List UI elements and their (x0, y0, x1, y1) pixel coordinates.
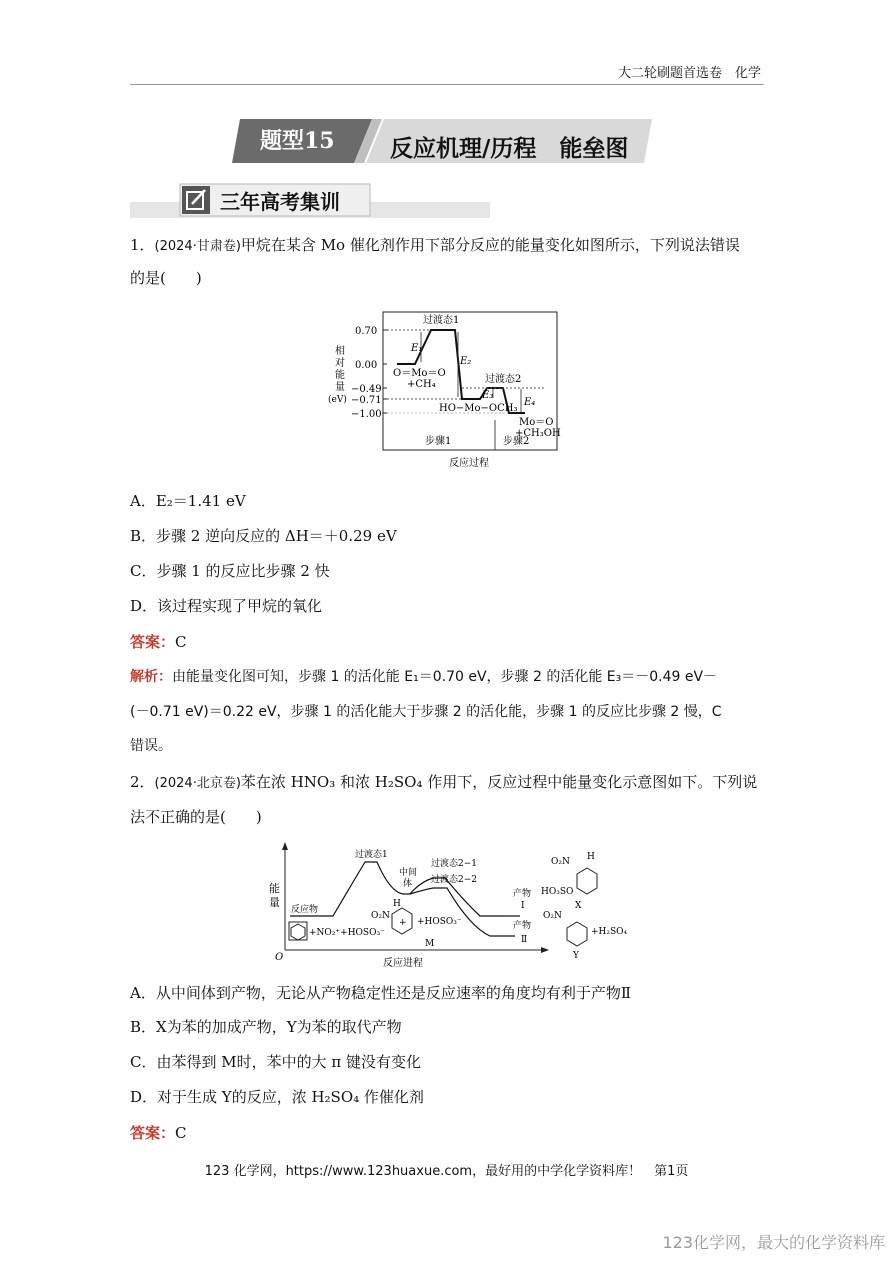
fig2-y-extra: +H₂SO₄ (591, 927, 628, 937)
fig1-e2: E₂ (460, 356, 472, 367)
fig1-ts2: 过渡态2 (485, 374, 522, 385)
q2-option-d: D．对于生成 Y的反应，浓 H₂SO₄ 作催化剂 (130, 1088, 424, 1106)
x-ring-icon (577, 868, 597, 894)
q2-option-a: A．从中间体到产物，无论从产物稳定性还是反应速率的角度均有利于产物Ⅱ (130, 984, 632, 1002)
fig2-x-h: H (587, 852, 595, 862)
watermark: 123化学网，最大的化学资料库 (662, 1233, 885, 1252)
fig2-reactant: 反应物 (291, 905, 319, 915)
fig1-ylabel-3: 量 (335, 382, 345, 393)
q1-option-d: D．该过程实现了甲烷的氧化 (130, 597, 323, 615)
fig2-y-no2: O₂N (543, 911, 562, 921)
q2-option-b: B．X为苯的加成产物，Y为苯的取代产物 (130, 1018, 402, 1036)
fig2-prod1-a: 产物 (513, 889, 532, 899)
q2-option-c: C．由苯得到 M时，苯中的大 π 键没有变化 (130, 1053, 422, 1071)
q1-analysis-label: 解析： (130, 669, 172, 685)
fig1-e4: E₄ (524, 397, 536, 408)
fig1-ytick-0: 0.70 (355, 326, 378, 337)
fig2-m-plus: + (399, 918, 407, 928)
fig1-reactant-2: +CH₄ (407, 379, 436, 390)
q1-stem-a: 甲烷在某含 Mo 催化剂作用下部分反应的能量变化如图所示，下列说法错误 (240, 236, 740, 254)
fig2-prod2-a: 产物 (513, 921, 532, 931)
q1-analysis-line1 (130, 667, 717, 687)
topic-banner (232, 115, 662, 167)
q1-analysis-3: 错误。 (130, 738, 172, 754)
fig1-reactant-1: O＝Mo＝O (393, 368, 446, 379)
fig1-ts1: 过渡态1 (423, 315, 460, 326)
fig2-ts21: 过渡态2−1 (431, 859, 477, 869)
fig2-ts1: 过渡态1 (355, 850, 388, 860)
q1-energy-diagram (325, 308, 565, 473)
fig2-m-no2: O₂N (371, 911, 390, 921)
q1-stem-line1 (130, 235, 740, 257)
fig2-m-label: M (425, 939, 435, 949)
fig2-reactant-formula: +NO₂⁺+HOSO₃⁻ (309, 928, 385, 938)
q1-source: (2024·甘肃卷) (154, 239, 241, 254)
q2-answer (130, 1123, 187, 1143)
fig1-e1: E₁ (411, 343, 423, 354)
fig1-product-1: Mo＝O (519, 417, 554, 428)
q1-stem-b: 的是( ) (130, 269, 202, 287)
fig2-x-hoso3: HO₃SO (541, 887, 574, 897)
page-header: 大二轮刷题首选卷 化学 (617, 66, 761, 81)
q2-source: (2024·北京卷) (154, 776, 241, 791)
q1-answer (130, 632, 187, 652)
fig1-e3: E₃ (482, 390, 494, 401)
benzene-ring-icon (291, 924, 305, 940)
fig1-ylabel-2: 能 (335, 370, 345, 381)
q2-stem-line1 (130, 772, 757, 794)
y-ring-icon (567, 922, 587, 946)
fig2-x-no2: O₂N (551, 857, 570, 867)
q1-answer-label: 答案： (130, 633, 176, 651)
fig2-ylabel-0: 能 (269, 882, 280, 895)
fig1-intermediate: HO−Mo−OCH₃ (439, 403, 518, 414)
q2-stem-a: 苯在浓 HNO₃ 和浓 H₂SO₄ 作用下，反应过程中能量变化示意图如下。下列说 (240, 773, 758, 791)
section-title: 三年高考集训 (220, 190, 340, 214)
fig1-ytick-4: −1.00 (351, 409, 382, 420)
q1-option-a: A．E₂＝1.41 eV (130, 492, 246, 510)
q2-answer-label: 答案： (130, 1124, 176, 1142)
fig2-y-label: Y (573, 951, 579, 961)
fig2-prod1-b: Ⅰ (521, 901, 525, 911)
q1-analysis-1: 由能量变化图可知，步骤 1 的活化能 E₁＝0.70 eV，步骤 2 的活化能 E₃＝－0.49 eV－ (172, 669, 718, 685)
fig1-ytick-2: −0.49 (351, 384, 382, 395)
section-heading (130, 182, 492, 222)
q1-option-b: B．步骤 2 逆向反应的 ΔH＝＋0.29 eV (130, 527, 397, 545)
q2-answer-value: C (175, 1124, 187, 1142)
fig2-xlabel: 反应进程 (383, 958, 423, 969)
fig2-origin: O (275, 952, 284, 963)
fig1-product-2: +CH₃OH (515, 428, 561, 439)
fig2-x-label: X (575, 901, 582, 911)
fig1-ylabel (328, 344, 347, 405)
q2-stem-b: 法不正确的是( ) (130, 808, 262, 826)
q2-energy-diagram (265, 842, 645, 970)
q1-option-c: C．步骤 1 的反应比步骤 2 快 (130, 562, 330, 580)
page-footer: 123 化学网，https://www.123huaxue.com，最好用的中学化学资料库！ 第1页 (204, 1164, 689, 1179)
q1-answer-value: C (175, 633, 187, 651)
fig1-step2: 步骤2 (503, 436, 530, 447)
fig2-benzene-box (289, 922, 307, 940)
fig2-ylabel-1: 量 (269, 896, 280, 909)
fig2-m-h: H (393, 899, 401, 909)
fig1-ytick-3: −0.71 (351, 395, 382, 406)
banner-title: 反应机理/历程 能垒图 (390, 135, 629, 162)
fig1-ylabel-4: (eV) (328, 395, 347, 405)
fig2-inter-1: 中间 (399, 868, 418, 878)
fig1-xlabel: 反应过程 (449, 458, 489, 469)
header-divider (130, 84, 764, 85)
fig1-ylabel-1: 对 (335, 358, 345, 369)
fig1-step1: 步骤1 (425, 436, 452, 447)
fig1-ytick-1: 0.00 (355, 360, 378, 371)
fig2-prod2-b: Ⅱ (521, 935, 528, 945)
fig1-ylabel-0: 相 (335, 346, 345, 357)
q2-number: 2． (130, 773, 155, 791)
banner-type-label: 题型15 (260, 128, 335, 154)
fig2-m-extra: +HOSO₃⁻ (417, 917, 462, 927)
fig2-ts22: 过渡态2−2 (431, 875, 477, 885)
q1-analysis-2: (－0.71 eV)＝0.22 eV，步骤 1 的活化能大于步骤 2 的活化能，步骤 1 的反应比步骤 2 慢，C (130, 704, 722, 720)
fig2-inter-2: 体 (403, 879, 413, 889)
q1-number: 1． (130, 236, 155, 254)
